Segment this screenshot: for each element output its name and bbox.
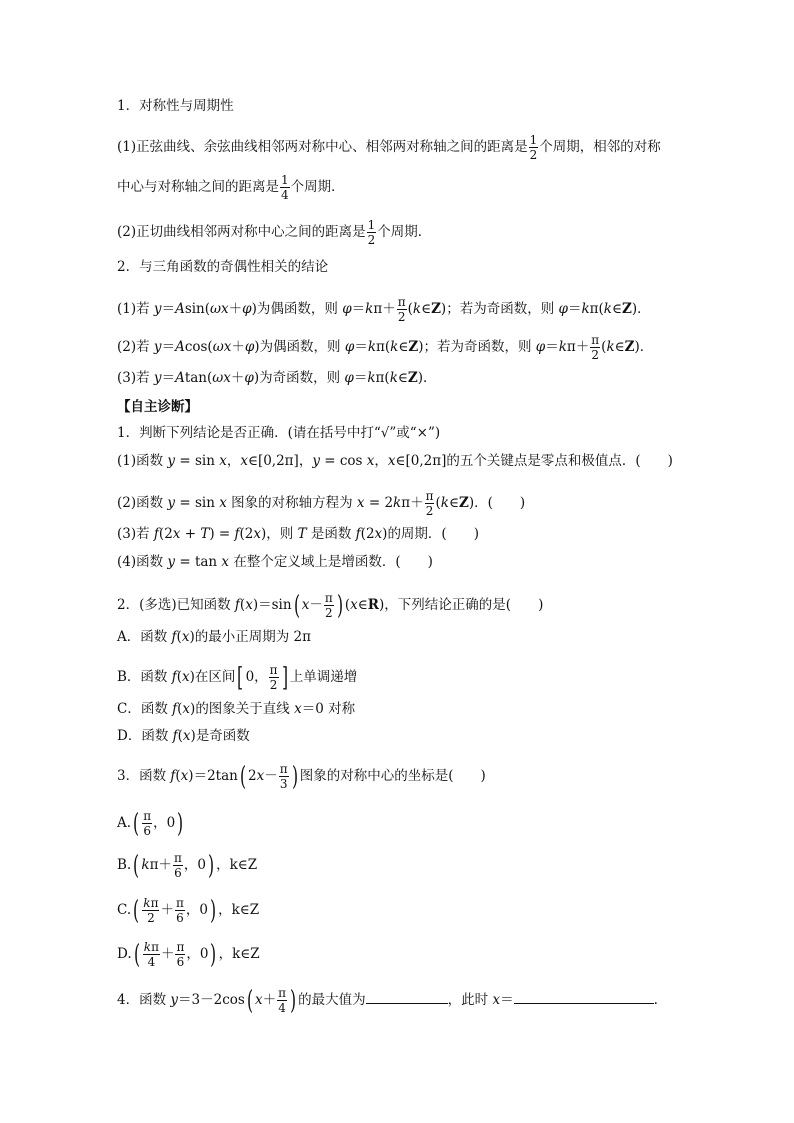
question-1-item-2: (2)函数 y = sin x 图象的对称轴方程为 x = 2kπ＋ $\frac{\pi}{2}$ (k∈Z)．( ) [117,489,526,518]
section-2-title: 2．与三角函数的奇偶性相关的结论 [117,259,329,275]
question-4: 4．函数 y＝3－2cos( x＋ $\frac{\pi}{4}$ ) 的最大值为 ，此时 x＝ . [117,985,658,1016]
question-2-option-d: D．函数 f(x)是奇函数 [117,728,250,744]
question-1-item-4: (4)函数 y = tan x 在整个定义域上是增函数．( ) [117,554,433,570]
answer-blank-x[interactable] [514,989,654,1004]
section-1-para-2: (2)正切曲线相邻两对称中心之间的距离是 $\frac{1}{2}$ 个周期． [117,218,432,247]
section-2-para-2: (2)若 y＝Acos(ωx＋φ)为偶函数，则 φ＝kπ(k∈Z)；若为奇函数，则 φ＝kπ＋ $\frac{\pi}{2}$ (k∈Z)． [117,333,654,362]
question-2-option-b: B．函数 f(x)在区间[ 0， $\frac{\pi}{2}$ ] 上单调递增 [117,662,358,693]
question-2-option-c: C．函数 f(x)的图象关于直线 x＝0 对称 [117,701,356,717]
question-3-option-a: A.( $\frac{\pi}{6}$ ，0) [117,808,184,839]
question-2: 2．(多选)已知函数 f(x)＝sin( x－ $\frac{\pi}{2}$ ) (x∈R)，下列结论正确的是( ) [117,590,544,621]
diagnosis-heading: 【自主诊断】 [117,399,198,415]
question-3-option-b: B.( kπ＋ $\frac{\pi}{6}$ ，0) ，k∈Z [117,850,258,881]
question-3-option-c: C.( $\frac{k\pi}{2}$ ＋ $\frac{\pi}{6}$ ，0) ，k∈Z [117,895,260,926]
fraction-half: $\frac{1}{2}$ [529,133,538,162]
question-1-item-1: (1)函数 y = sin x，x∈[0,2π]，y = cos x，x∈[0,2π]的五个关键点是零点和极值点．( ) [117,453,673,469]
question-2-option-a: A．函数 f(x)的最小正周期为 2π [117,629,311,645]
question-3: 3．函数 f(x)＝2tan( 2x－ $\frac{\pi}{3}$ ) 图象的对称中心的坐标是( ) [117,761,486,792]
answer-blank-max[interactable] [366,989,448,1004]
section-2-para-3: (3)若 y＝Atan(ωx＋φ)为奇函数，则 φ＝kπ(k∈Z)． [117,370,437,386]
question-1: 1．判断下列结论是否正确．(请在括号中打“√”或“×”) [117,425,441,441]
question-3-option-d: D.( $\frac{k\pi}{4}$ ＋ $\frac{\pi}{6}$ ，0) ，k∈Z [117,939,260,970]
section-2-para-1: (1)若 y＝Asin(ωx＋φ)为偶函数，则 φ＝kπ＋ $\frac{\pi}{2}$ (k∈Z)；若为奇函数，则 φ＝kπ(k∈Z)． [117,295,651,324]
fraction-half: $\frac{1}{2}$ [367,218,376,247]
question-1-item-3: (3)若 f(2x + T) = f(2x)，则 T 是函数 f(2x)的周期．( ) [117,526,479,542]
section-1-para-1: (1)正弦曲线、余弦曲线相邻两对称中心、相邻两对称轴之间的距离是 $\frac{1}{2}$ 个周期，相邻的对称 [117,133,661,162]
section-1-para-1-cont: 中心与对称轴之间的距离是 $\frac{1}{4}$ 个周期． [117,173,345,202]
section-1-title: 1．对称性与周期性 [117,98,234,114]
fraction-quarter: $\frac{1}{4}$ [281,173,289,202]
